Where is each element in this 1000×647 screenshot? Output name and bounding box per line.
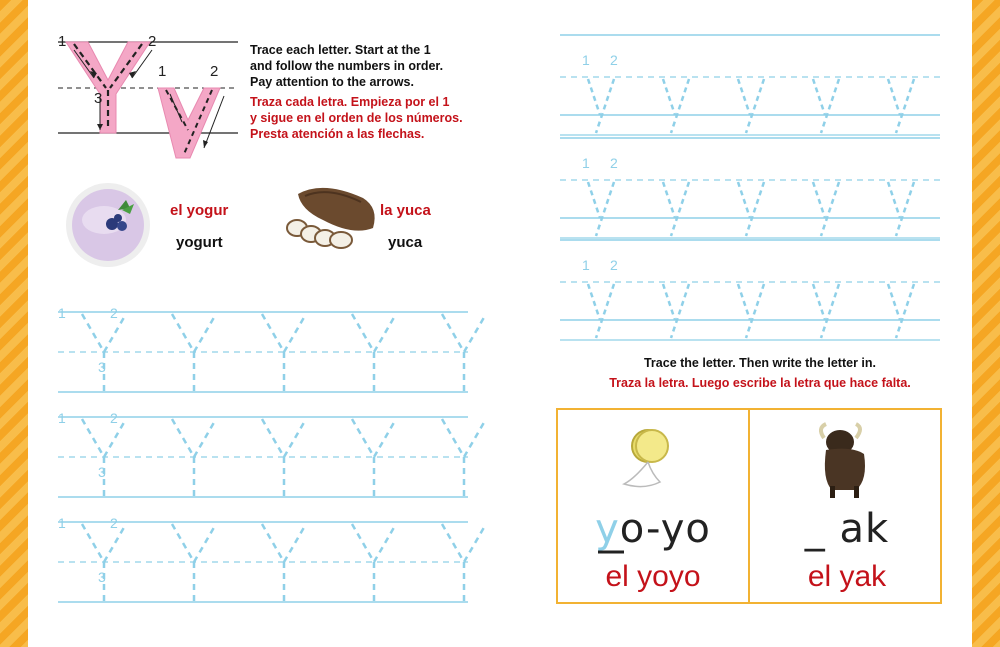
traceable-letter-y (663, 182, 689, 236)
model-number-1: 1 (58, 33, 67, 50)
traceable-letter-y (663, 284, 689, 338)
traceable-letter-y (588, 79, 614, 133)
traceable-letter-y (663, 79, 689, 133)
left-page (28, 0, 500, 647)
lowercase-y-tracing-practice (560, 30, 960, 330)
model-letters-yy (48, 30, 248, 170)
instruction-line: Trace each letter. Start at the 1 (250, 43, 431, 57)
yuca-image (283, 180, 383, 260)
traceable-letter-Y (262, 314, 306, 392)
yoyo-word-row (558, 506, 748, 552)
stroke-number: 2 (110, 515, 118, 531)
yoyo-icon (614, 424, 694, 494)
vocab-spanish-yuca: la yuca (380, 202, 431, 219)
instruction-line: Traza cada letra. Empieza por el 1 (250, 95, 450, 109)
model-number-2: 2 (148, 33, 157, 50)
yak-word-row (752, 506, 942, 552)
stroke-number: 1 (582, 257, 590, 273)
uppercase-y-tracing-practice (58, 300, 478, 640)
traceable-letter-Y (172, 524, 216, 602)
yogurt-image (60, 180, 160, 280)
stroke-number: 3 (98, 359, 106, 375)
stroke-number: 2 (610, 257, 618, 273)
instructions-spanish (250, 94, 463, 142)
right-page (500, 0, 972, 647)
instruction-line: y sigue en el orden de los números. (250, 111, 463, 125)
traceable-letter-Y (82, 314, 126, 392)
stroke-number: 1 (58, 410, 66, 426)
traceable-letter-Y (262, 419, 306, 497)
model-number-3: 3 (94, 90, 103, 107)
traceable-letter-Y (262, 524, 306, 602)
traceable-letter-y (738, 284, 764, 338)
traceable-letter-y (813, 182, 839, 236)
traceable-letter-y (813, 79, 839, 133)
right-instruction-spanish: Traza la letra. Luego escribe la letra que hace falta. (609, 376, 911, 390)
blank-letter: _ (804, 506, 826, 552)
stroke-number: 1 (582, 155, 590, 171)
stroke-number: 1 (582, 52, 590, 68)
traceable-letter-y (813, 284, 839, 338)
card-yoyo (558, 410, 750, 602)
traced-letter-y: y (595, 506, 620, 552)
instruction-line: and follow the numbers in order. (250, 59, 444, 73)
traceable-letter-y (738, 79, 764, 133)
card-yak (752, 410, 942, 602)
traceable-letter-Y (442, 524, 486, 602)
model-small-number-2: 2 (210, 63, 219, 80)
stroke-number: 3 (98, 569, 106, 585)
traceable-letter-Y (172, 419, 216, 497)
vocab-english-yogurt: yogurt (176, 234, 223, 251)
stroke-number: 1 (58, 305, 66, 321)
word-remainder: ak (839, 506, 890, 552)
label-yoyo: el yoyo (605, 560, 701, 593)
vocab-spanish-yogur: el yogur (170, 202, 229, 219)
traceable-letter-y (738, 182, 764, 236)
label-yak: el yak (807, 560, 887, 593)
traceable-letter-Y (82, 524, 126, 602)
right-border-stripe (972, 0, 1000, 647)
instruction-line: Pay attention to the arrows. (250, 75, 414, 89)
traceable-letter-y (888, 79, 914, 133)
stroke-number: 2 (110, 410, 118, 426)
yak-icon (812, 420, 882, 500)
traceable-letter-Y (442, 314, 486, 392)
traceable-letter-Y (82, 419, 126, 497)
stroke-number: 2 (110, 305, 118, 321)
traceable-letter-y (888, 182, 914, 236)
blank-underline (598, 550, 628, 554)
model-small-number-1: 1 (158, 63, 167, 80)
traceable-letter-Y (172, 314, 216, 392)
vocab-english-yuca: yuca (388, 234, 423, 251)
instruction-line: Presta atención a las flechas. (250, 127, 425, 141)
traceable-letter-y (588, 284, 614, 338)
right-instruction-english: Trace the letter. Then write the letter in. (643, 356, 876, 370)
traceable-letter-y (888, 284, 914, 338)
stroke-number: 2 (610, 52, 618, 68)
stroke-number: 2 (610, 155, 618, 171)
stroke-number: 3 (98, 464, 106, 480)
traceable-letter-Y (442, 419, 486, 497)
word-remainder: o-yo (619, 506, 711, 552)
traceable-letter-Y (352, 419, 396, 497)
traceable-letter-Y (352, 314, 396, 392)
left-border-stripe (0, 0, 28, 647)
stroke-number: 1 (58, 515, 66, 531)
traceable-letter-Y (352, 524, 396, 602)
word-cards-box (556, 408, 942, 604)
traceable-letter-y (588, 182, 614, 236)
instructions-english (250, 42, 443, 90)
